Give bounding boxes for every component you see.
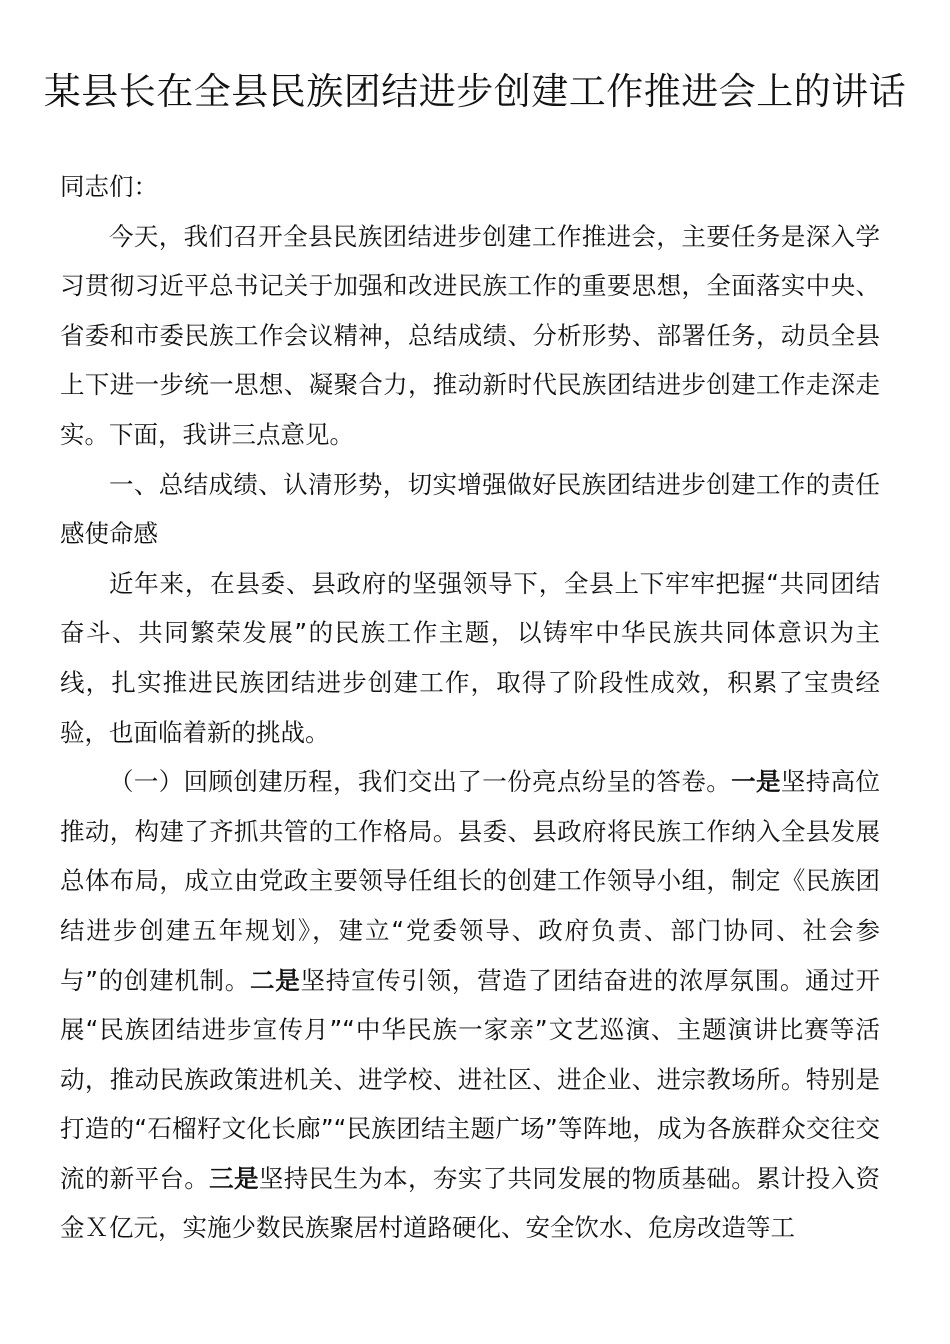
document-title: 某县长在全县民族团结进步创建工作推进会上的讲话: [43, 70, 907, 113]
subsection-one-paragraph: [60, 757, 880, 1253]
point-one-text: 坚持高位推动，构建了齐抓共管的工作格局。县委、县政府将民族工作纳入全县发展总体布局，成立由党政主要领导任组长的创建工作领导小组，制定《民族团结进步创建五年规划》，建立“党委领导、政府负责、部门协同、社会参与”的创建机制。: [60, 767, 881, 995]
point-one-marker: 一是: [731, 767, 781, 797]
point-two-marker: 二是: [250, 965, 301, 995]
subsection-one-lead: （一）回顾创建历程，我们交出了一份亮点纷呈的答卷。: [109, 767, 732, 797]
salutation: 同志们：: [60, 172, 158, 201]
document-body: [60, 162, 880, 1253]
section-one-paragraph: 近年来，在县委、县政府的坚强领导下，全县上下牢牢把握“共同团结奋斗、共同繁荣发展”的民族工作主题，以铸牢中华民族共同体意识为主线，扎实推进民族团结进步创建工作，取得了阶段性成效，积累了宝贵经验，也面临着新的挑战。: [60, 568, 880, 747]
point-three-marker: 三是: [209, 1163, 259, 1193]
point-three-text: 坚持民生为本，夯实了共同发展的物质基础。累计投入资金Ｘ亿元，实施少数民族聚居村道路硬化、安全饮水、危房改造等工: [60, 1163, 880, 1243]
point-two-text: 坚持宣传引领，营造了团结奋进的浓厚氛围。通过开展“民族团结进步宣传月”“中华民族一家亲”文艺巡演、主题演讲比赛等活动，推动民族政策进机关、进学校、进社区、进企业、进宗教场所。特别是打造的“石榴籽文化长廊”“民族团结主题广场”等阵地，成为各族群众交往交流的新平台。: [60, 965, 881, 1193]
section-one-heading: 一、总结成绩、认清形势，切实增强做好民族团结进步创建工作的责任感使命感: [60, 469, 880, 549]
intro-paragraph: 今天，我们召开全县民族团结进步创建工作推进会，主要任务是深入学习贯彻习近平总书记关于加强和改进民族工作的重要思想，全面落实中央、省委和市委民族工作会议精神，总结成绩、分析形势、部署任务，动员全县上下进一步统一思想、凝聚合力，推动新时代民族团结进步创建工作走深走实。下面，我讲三点意见。: [60, 221, 880, 449]
